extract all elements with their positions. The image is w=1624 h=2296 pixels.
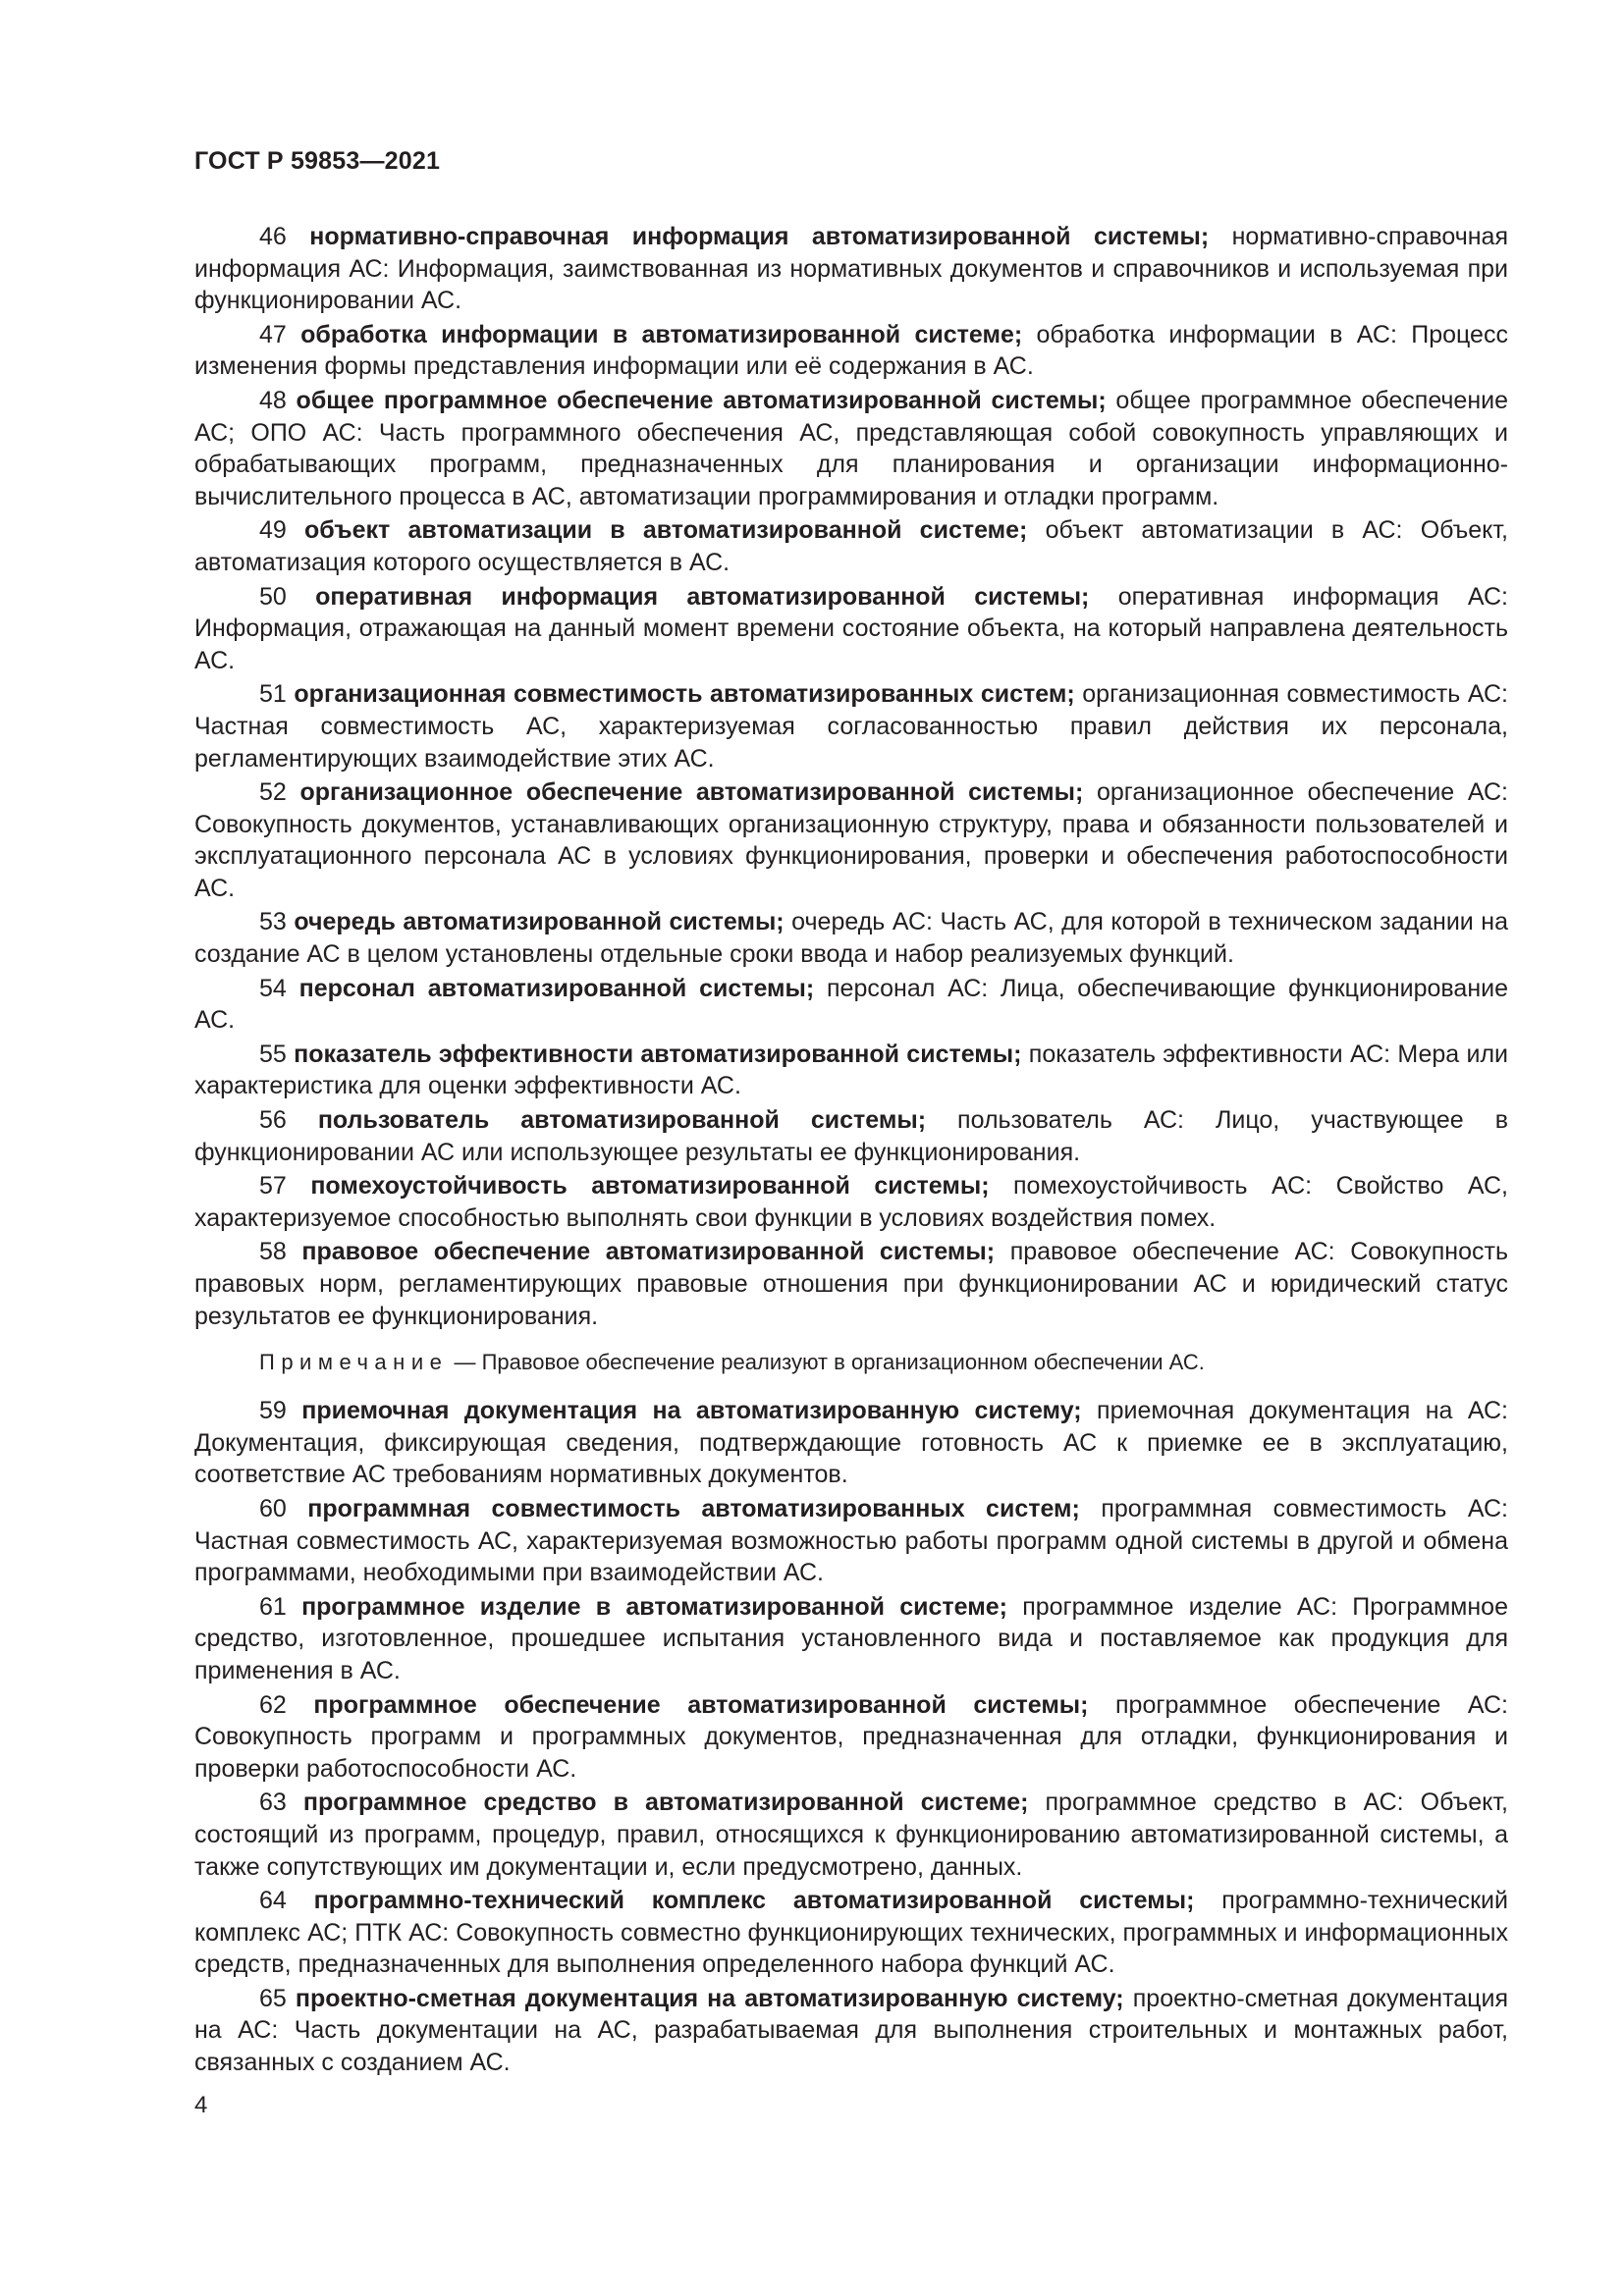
entry-definition: правовое обеспечение АС: Совокупность правовых норм, регламентирующих правовые отношения при функционировании АС и юридический статус результатов ее функционирования.: [194, 1238, 1508, 1330]
terms-body: [194, 221, 1508, 2081]
entry-number: 53: [259, 908, 287, 936]
entry-number: 50: [259, 582, 287, 611]
entry-term: приемочная документация на автоматизированную систему;: [301, 1397, 1082, 1425]
term-entry-61: [194, 1591, 1508, 1687]
entry-definition: приемочная документация на АС: Документация, фиксирующая сведения, подтверждающие готовность АС к приемке ее в эксплуатацию, соответствие АС требованиям нормативных документов.: [194, 1397, 1508, 1489]
entry-definition: обработка информации в АС: Процесс изменения формы представления информации или её содержания в АС.: [194, 320, 1508, 381]
entry-definition: помехоустойчивость АС: Свойство АС, характеризуемое способностью выполнять свои функции в условиях воздействия помех.: [194, 1172, 1508, 1232]
entry-term: очередь автоматизированной системы;: [294, 908, 785, 936]
standard-header: ГОСТ Р 59853—2021: [194, 147, 441, 175]
term-entry-65: [194, 1983, 1508, 2079]
entry-number: 63: [259, 1789, 287, 1817]
entry-definition: пользователь АС: Лицо, участвующее в функционировании АС или использующее результаты ее функционирования.: [194, 1106, 1508, 1166]
entry-definition: проектно-сметная документация на АС: Часть документации на АС, разрабатываемая для выполнения строительных и монтажных работ, связанных с созданием АС.: [194, 1984, 1508, 2077]
term-entry-52: [194, 776, 1508, 904]
entry-term: нормативно-справочная информация автоматизированной системы;: [309, 223, 1210, 250]
entry-term: программная совместимость автоматизированных систем;: [307, 1494, 1080, 1522]
entry-number: 65: [259, 1984, 287, 2012]
entry-definition: объект автоматизации в АС: Объект, автоматизация которого осуществляется в АС.: [194, 516, 1509, 576]
entry-definition: очередь АС: Часть АС, для которой в техническом задании на создание АС в целом установлены отдельные сроки ввода и набор реализуемых функций.: [194, 908, 1509, 969]
entry-definition: программное средство в АС: Объект, состоящий из программ, процедур, правил, относящихся к функционированию автоматизированной системы, а также сопутствующих им документации и, если предусмотрено, данных.: [194, 1789, 1508, 1881]
entry-number: 56: [259, 1106, 287, 1135]
entry-definition: общее программное обеспечение АС; ОПО АС: Часть программного обеспечения АС, представляющая собой совокупность управляющих и обрабатывающих программ, предназначенных для планирования и организации информационно-вычислительного процесса в АС, автоматизации программирования и отладки программ.: [194, 386, 1509, 510]
entry-term: организационное обеспечение автоматизированной системы;: [299, 778, 1084, 807]
entry-definition: программное обеспечение АС: Совокупность программ и программных документов, предназначенная для отладки, функционирования и проверки работоспособности АС.: [194, 1690, 1508, 1783]
entry-term: правовое обеспечение автоматизированной системы;: [301, 1238, 996, 1266]
entry-number: 59: [259, 1397, 287, 1425]
term-entry-59: [194, 1395, 1508, 1491]
entry-number: 57: [259, 1172, 287, 1201]
term-entry-55: [194, 1039, 1508, 1102]
entry-definition: программно-технический комплекс АС; ПТК АС: Совокупность совместно функционирующих технических, программных и информационных средств, предназначенных для выполнения определенного набора функций АС.: [194, 1887, 1508, 1979]
term-entry-48: [194, 385, 1508, 512]
term-entry-49: [194, 514, 1508, 578]
entry-term: показатель эффективности автоматизированной системы;: [294, 1040, 1022, 1068]
entry-number: 47: [259, 320, 287, 348]
entry-definition: нормативно-справочная информация АС: Информация, заимствованная из нормативных документов и справочников и используемая при функционировании АС.: [194, 223, 1508, 315]
entry-term: оперативная информация автоматизированной системы;: [315, 582, 1090, 611]
term-entry-53: [194, 906, 1508, 970]
entry-number: 55: [259, 1040, 287, 1068]
term-entry-56: [194, 1104, 1508, 1168]
term-entry-63: [194, 1787, 1508, 1883]
entry-term: проектно-сметная документация на автоматизированную систему;: [295, 1984, 1124, 2012]
entry-number: 51: [259, 680, 287, 709]
term-entry-57: [194, 1170, 1508, 1234]
note-label: Примечание: [259, 1350, 449, 1375]
entry-term: программное средство в автоматизированной системе;: [302, 1789, 1029, 1817]
entry-number: 46: [259, 223, 287, 250]
entry-definition: программная совместимость АС: Частная совместимость АС, характеризуемая возможностью работы программ одной системы в другой и обмена программами, необходимыми при взаимодействии АС.: [194, 1494, 1509, 1587]
entry-definition: организационная совместимость АС: Частная совместимость АС, характеризуемая согласованностью правил действия их персонала, регламентирующих взаимодействие этих АС.: [194, 680, 1508, 773]
entry-term: организационная совместимость автоматизированных систем;: [294, 680, 1075, 709]
entry-term: персонал автоматизированной системы;: [298, 974, 815, 1002]
entry-number: 48: [259, 386, 287, 414]
term-entry-47: [194, 319, 1508, 383]
term-entry-62: [194, 1689, 1508, 1786]
term-entry-54: [194, 973, 1508, 1037]
entry-number: 49: [259, 516, 287, 545]
entry-number: 61: [259, 1592, 287, 1621]
note-paragraph: [194, 1347, 1508, 1378]
term-entry-46: [194, 221, 1508, 317]
entry-term: программное изделие в автоматизированной системе;: [301, 1592, 1007, 1621]
entry-number: 54: [259, 974, 287, 1002]
entry-term: общее программное обеспечение автоматизированной системы;: [296, 386, 1107, 414]
entry-term: программное обеспечение автоматизированной системы;: [313, 1690, 1089, 1719]
entry-definition: персонал АС: Лица, обеспечивающие функционирование АС.: [194, 974, 1508, 1035]
page-number: 4: [194, 2092, 208, 2118]
entry-number: 62: [259, 1690, 287, 1719]
entry-term: объект автоматизации в автоматизированной системе;: [304, 516, 1028, 545]
entry-term: пользователь автоматизированной системы;: [317, 1106, 927, 1135]
entry-number: 52: [259, 778, 287, 807]
term-entry-64: [194, 1885, 1508, 1981]
term-entry-50: [194, 581, 1508, 677]
entry-number: 58: [259, 1238, 287, 1266]
entry-number: 64: [259, 1887, 287, 1915]
entry-definition: программное изделие АС: Программное средство, изготовленное, прошедшее испытания установленного вида и поставляемое как продукция для применения в АС.: [194, 1592, 1508, 1684]
term-entry-58: [194, 1236, 1508, 1332]
entry-definition: оперативная информация АС: Информация, отражающая на данный момент времени состояние объекта, на который направлена деятельность АС.: [194, 582, 1508, 674]
term-entry-51: [194, 678, 1508, 774]
entry-definition: организационное обеспечение АС: Совокупность документов, устанавливающих организационную структуру, права и обязанности пользователей и эксплуатационного персонала АС в условиях функционирования, проверки и обеспечения работоспособности АС.: [194, 778, 1508, 902]
entry-definition: показатель эффективности АС: Мера или характеристика для оценки эффективности АС.: [194, 1040, 1509, 1100]
entry-term: программно-технический комплекс автоматизированной системы;: [313, 1887, 1195, 1915]
note-text: — Правовое обеспечение реализуют в организационном обеспечении АС.: [448, 1350, 1205, 1375]
entry-term: помехоустойчивость автоматизированной системы;: [310, 1172, 990, 1201]
entry-term: обработка информации в автоматизированной системе;: [300, 320, 1023, 348]
entry-number: 60: [259, 1494, 287, 1522]
term-entry-60: [194, 1493, 1508, 1589]
